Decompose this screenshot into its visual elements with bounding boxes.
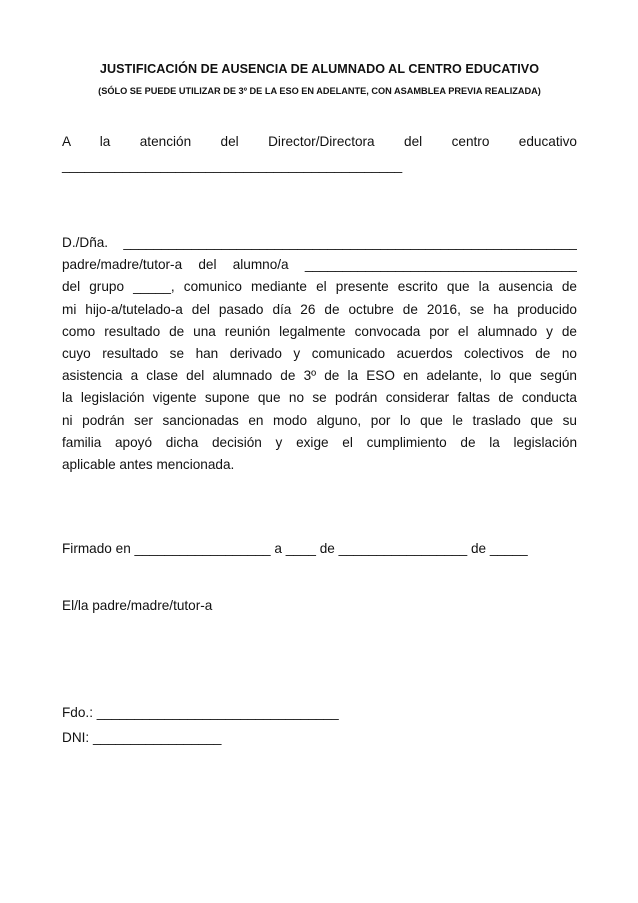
body-line: ni podrán ser sancionadas en modo alguno, por lo que le traslado que su bbox=[62, 412, 577, 428]
body-line: D./Dña. ____________________________________________________________ bbox=[62, 235, 577, 250]
body-line: la legislación vigente supone que no se podrán considerar faltas de conducta bbox=[62, 390, 577, 406]
body-line: mi hijo-a/tutelado-a del pasado día 26 de octubre de 2016, se ha producido bbox=[62, 301, 577, 317]
attention-line: A la atención del Director/Directora del centro educativo bbox=[62, 134, 577, 149]
body-line: familia apoyó dicha decisión y exige el cumplimiento de la legislación bbox=[62, 434, 577, 450]
document-title: JUSTIFICACIÓN DE AUSENCIA DE ALUMNADO AL CENTRO EDUCATIVO bbox=[99, 62, 540, 76]
document-subtitle: (SÓLO SE PUEDE UTILIZAR DE 3º DE LA ESO EN ADELANTE, CON ASAMBLEA PREVIA REALIZADA) bbox=[98, 86, 541, 96]
document-page bbox=[62, 0, 577, 903]
body-line: del grupo _____, comunico mediante el presente escrito que la ausencia de bbox=[62, 279, 577, 295]
attention-blank: _____________________________________________ bbox=[62, 158, 403, 173]
body-paragraph bbox=[62, 232, 577, 476]
parent-label: El/la padre/madre/tutor-a bbox=[62, 598, 213, 613]
dni-line: DNI: _________________ bbox=[62, 730, 222, 745]
body-line: como resultado de una reunión legalmente convocada por el alumnado y de bbox=[62, 323, 577, 339]
body-line: aplicable antes mencionada. bbox=[62, 457, 235, 473]
body-line: padre/madre/tutor-a del alumno/a ____________________________________ bbox=[62, 257, 577, 273]
body-line: cuyo resultado se han derivado y comunicado acuerdos colectivos de no bbox=[62, 346, 577, 362]
body-line: asistencia a clase del alumnado de 3º de la ESO en adelante, lo que según bbox=[62, 368, 577, 384]
signed-in-line: Firmado en __________________ a ____ de _________________ de _____ bbox=[62, 541, 528, 556]
signature-line: Fdo.: ________________________________ bbox=[62, 705, 339, 720]
